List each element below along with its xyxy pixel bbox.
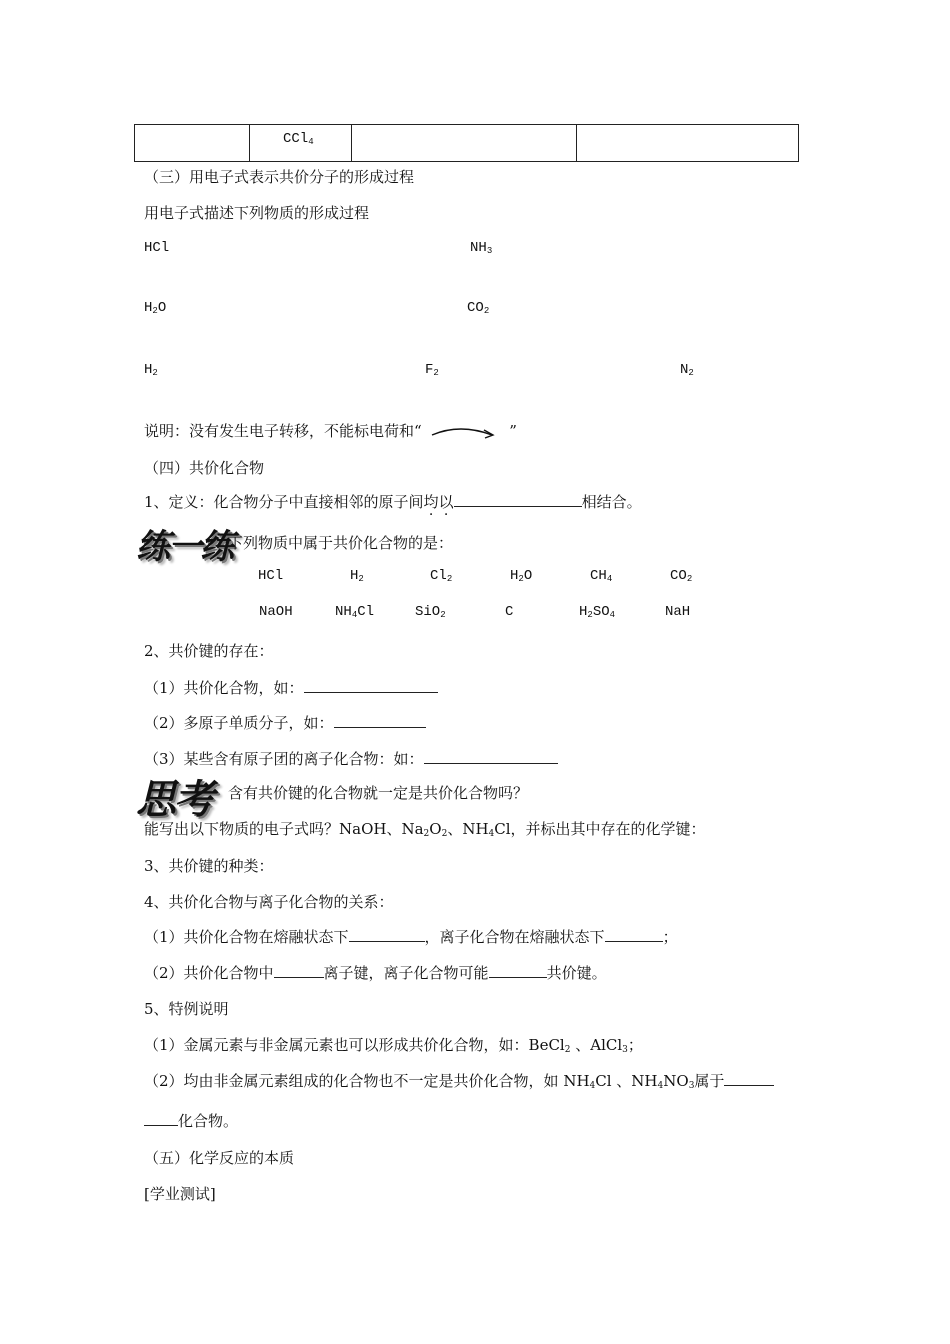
electron-question: 能写出以下物质的电子式吗？NaOH、$Na_2O_2$、$NH_4Cl$，并标出其中存在的化学键：	[144, 820, 706, 839]
compound-item: NaH	[665, 604, 691, 620]
fill-blank[interactable]	[349, 927, 425, 942]
compound-item: $H_2O$	[510, 568, 533, 584]
table-cell	[135, 125, 250, 162]
compound-item: $H_2SO_4$	[579, 604, 616, 620]
practice-prompt: 下列物质中属于共价化合物的是：	[228, 534, 454, 552]
compound-item: SiO$_2$	[415, 604, 446, 620]
substance-table	[134, 124, 799, 162]
table-cell-formula: CCl$_4$	[250, 125, 352, 162]
test-heading: [学业测试]	[144, 1185, 216, 1203]
curved-arrow-icon	[430, 423, 500, 441]
existence-heading: 2、共价键的存在：	[144, 642, 274, 660]
compound-item: HCl	[258, 568, 284, 584]
table-cell	[577, 125, 799, 162]
formula-h2: $H_2$	[144, 362, 158, 378]
section3-instruction: 用电子式描述下列物质的形成过程	[144, 204, 370, 222]
special-1: （1）金属元素与非金属元素也可以形成共价化合物，如：BeCl$_2$ 、AlCl$_3$；	[144, 1036, 643, 1055]
fill-blank[interactable]	[489, 963, 547, 978]
relation-1: （1）共价化合物在熔融状态下 ，离子化合物在熔融状态下 ；	[144, 928, 678, 946]
types-heading: 3、共价键的种类：	[144, 857, 274, 875]
practice-badge: 练一练	[136, 527, 232, 567]
fill-blank[interactable]	[304, 678, 438, 693]
fill-blank[interactable]	[144, 1111, 178, 1126]
fill-blank[interactable]	[605, 927, 663, 942]
section4-heading: （四）共价化合物	[144, 459, 265, 477]
special-heading: 5、特例说明	[144, 1000, 229, 1018]
compound-item: C	[505, 604, 514, 620]
special-2-cont: 化合物。	[144, 1110, 238, 1131]
fill-blank[interactable]	[424, 749, 558, 764]
existence-3: （3）某些含有原子团的离子化合物：如：	[144, 748, 558, 769]
formula-hcl: HCl	[144, 240, 170, 256]
table-row	[135, 125, 799, 162]
definition-line: 1、定义：化合物分子中直接相邻的原子间均以 相结合。	[144, 493, 642, 511]
compound-item: $CO_2$	[670, 568, 693, 584]
section5-heading: （五）化学反应的本质	[144, 1149, 295, 1167]
fill-blank[interactable]	[274, 963, 324, 978]
compound-item: $NH_4Cl$	[335, 604, 375, 620]
relation-2: （2）共价化合物中 离子键，离子化合物可能 共价键。	[144, 964, 607, 982]
compound-item: NaOH	[259, 604, 293, 620]
formula-f2: $F_2$	[425, 362, 439, 378]
fill-blank[interactable]	[334, 713, 426, 728]
existence-1: （1）共价化合物，如：	[144, 677, 438, 698]
compound-item: $H_2$	[350, 568, 364, 584]
fill-blank[interactable]	[724, 1071, 774, 1086]
formula-co2: $CO_2$	[467, 300, 490, 316]
fill-blank[interactable]	[454, 492, 582, 507]
relation-heading: 4、共价化合物与离子化合物的关系：	[144, 893, 394, 911]
special-2: （2）均由非金属元素组成的化合物也不一定是共价化合物，如 $NH_4Cl$ 、$NH_4NO_3$属于	[144, 1070, 774, 1091]
formula-h2o: $H_2O$	[144, 300, 167, 316]
note-line: 说明：没有发生电子转移，不能标电荷和“ ”	[144, 422, 517, 440]
think-question: 含有共价键的化合物就一定是共价化合物吗？	[228, 784, 529, 802]
table-cell	[352, 125, 577, 162]
compound-item: $Cl_2$	[430, 568, 453, 584]
compound-item: $CH_4$	[590, 568, 613, 584]
formula-nh3: $NH_3$	[470, 240, 493, 256]
think-badge: 思考	[136, 777, 212, 823]
formula-n2: $N_2$	[680, 362, 694, 378]
existence-2: （2）多原子单质分子，如：	[144, 712, 426, 733]
section3-heading: （三）用电子式表示共价分子的形成过程	[144, 168, 415, 186]
